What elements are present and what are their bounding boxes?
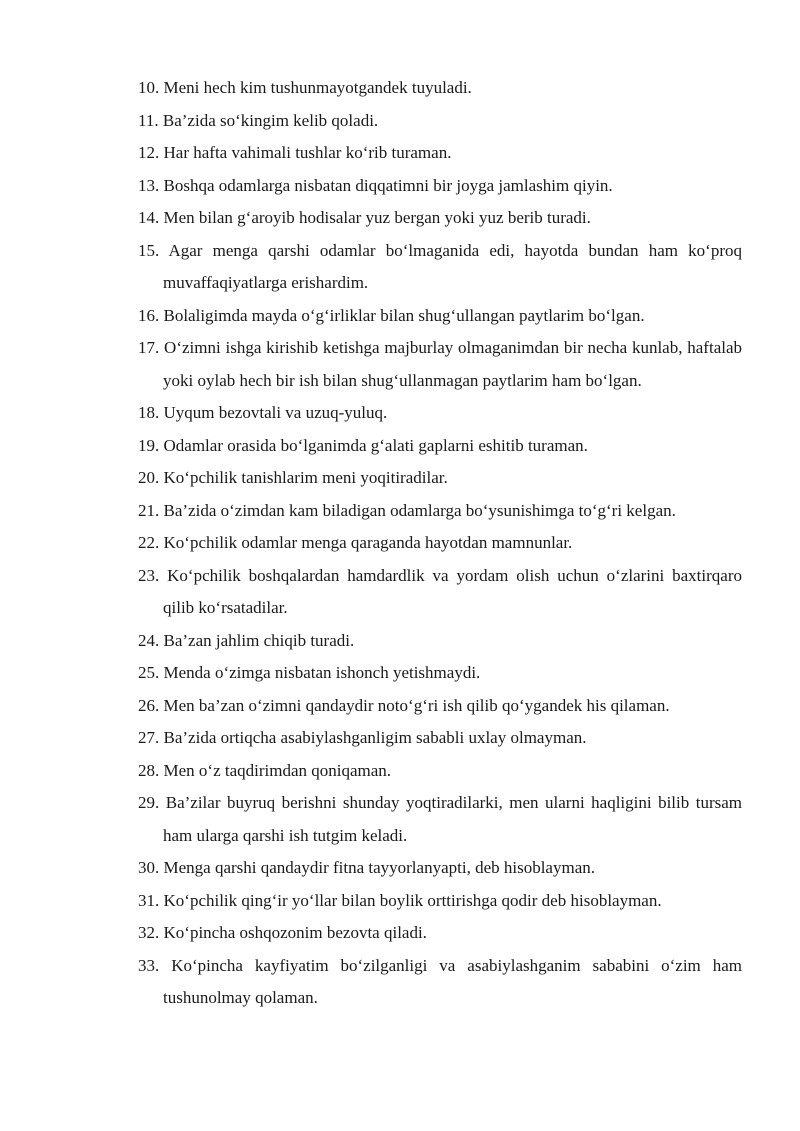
document-page <box>138 72 742 1015</box>
item-text: Har hafta vahimali tushlar ko‘rib turaman. <box>163 143 452 162</box>
item-text: Ba’zida ortiqcha asabiylashganligim sababli uxlay olmayman. <box>163 728 587 747</box>
item-number: 32. <box>138 923 160 942</box>
list-item <box>138 527 742 560</box>
list-item <box>138 495 742 528</box>
list-item <box>138 397 742 430</box>
item-number: 31. <box>138 890 160 910</box>
list-item <box>138 137 742 170</box>
list-item <box>138 625 742 658</box>
list-item <box>138 657 742 690</box>
item-number: 11. <box>138 110 159 130</box>
list-item <box>138 885 742 918</box>
item-text: Men ba’zan o‘zimni qandaydir noto‘g‘ri ish qilib qo‘ygandek his qilaman. <box>163 695 670 715</box>
item-number: 19. <box>138 435 160 455</box>
item-text: Ko‘pchilik boshqalardan hamdardlik va yordam olish uchun o‘zlarini baxtirqaro qilib ko‘rsatadilar. <box>163 565 742 617</box>
item-text: Ko‘pchilik qing‘ir yo‘llar bilan boylik orttirishga qodir deb hisoblayman. <box>163 890 662 910</box>
list-item <box>138 72 742 105</box>
list-item <box>138 462 742 495</box>
list-item <box>138 170 742 203</box>
item-text: Ko‘pchilik tanishlarim meni yoqitiradilar. <box>163 468 448 487</box>
item-text: Boshqa odamlarga nisbatan diqqatimni bir joyga jamlashim qiyin. <box>163 175 613 195</box>
list-item <box>138 430 742 463</box>
item-number: 33. <box>138 955 160 975</box>
item-number: 23. <box>138 565 160 585</box>
list-item <box>138 690 742 723</box>
item-text: Men bilan g‘aroyib hodisalar yuz bergan yoki yuz berib turadi. <box>163 208 591 227</box>
list-item <box>138 755 742 788</box>
list-item <box>138 202 742 235</box>
list-item <box>138 787 742 852</box>
item-number: 26. <box>138 695 160 715</box>
item-number: 27. <box>138 728 160 747</box>
item-number: 12. <box>138 143 160 162</box>
item-number: 10. <box>138 78 160 97</box>
list-item <box>138 105 742 138</box>
item-text: Uyqum bezovtali va uzuq-yuluq. <box>163 403 388 422</box>
list-item <box>138 852 742 885</box>
list-item <box>138 917 742 950</box>
item-number: 30. <box>138 858 160 877</box>
item-number: 17. <box>138 338 160 357</box>
item-text: Ba’zida so‘kingim kelib qoladi. <box>162 110 379 130</box>
item-text: Bolaligimda mayda o‘g‘irliklar bilan shug‘ullangan paytlarim bo‘lgan. <box>163 305 645 325</box>
item-text: Men o‘z taqdirimdan qoniqaman. <box>163 760 392 780</box>
item-number: 21. <box>138 500 160 520</box>
item-text: Ba’zilar buyruq berishni shunday yoqtiradilarki, men ularni haqligini bilib tursam ham ularga qarshi ish tutgim keladi. <box>163 793 742 845</box>
item-text: Meni hech kim tushunmayotgandek tuyuladi. <box>163 78 472 97</box>
item-number: 24. <box>138 630 160 650</box>
list-item <box>138 560 742 625</box>
list-item <box>138 332 742 397</box>
item-number: 13. <box>138 175 160 195</box>
item-number: 25. <box>138 663 160 682</box>
item-text: O‘zimni ishga kirishib ketishga majburlay olmaganimdan bir necha kunlab, haftalab yoki oylab hech bir ish bilan shug‘ullanmagan paytlarim ham bo‘lgan. <box>163 338 743 390</box>
list-item <box>138 722 742 755</box>
item-number: 20. <box>138 468 160 487</box>
item-number: 14. <box>138 208 160 227</box>
item-number: 22. <box>138 533 160 552</box>
item-number: 18. <box>138 403 160 422</box>
item-text: Ba’zida o‘zimdan kam biladigan odamlarga bo‘ysunishimga to‘g‘ri kelgan. <box>163 500 676 520</box>
item-text: Agar menga qarshi odamlar bo‘lmaganida edi, hayotda bundan ham ko‘proq muvaffaqiyatlarga erishardim. <box>163 240 742 292</box>
list-item <box>138 235 742 300</box>
item-text: Menga qarshi qandaydir fitna tayyorlanyapti, deb hisoblayman. <box>163 858 595 877</box>
list-item <box>138 300 742 333</box>
item-number: 29. <box>138 793 160 812</box>
item-text: Ko‘pchilik odamlar menga qaraganda hayotdan mamnunlar. <box>163 533 573 552</box>
item-number: 15. <box>138 240 160 260</box>
list-item <box>138 950 742 1015</box>
item-text: Ba’zan jahlim chiqib turadi. <box>163 630 355 650</box>
item-text: Odamlar orasida bo‘lganimda g‘alati gaplarni eshitib turaman. <box>163 435 588 455</box>
item-text: Ko‘pincha oshqozonim bezovta qiladi. <box>163 923 427 942</box>
item-text: Ko‘pincha kayfiyatim bo‘zilganligi va asabiylashganim sababini o‘zim ham tushunolmay qolaman. <box>163 955 742 1007</box>
item-text: Menda o‘zimga nisbatan ishonch yetishmaydi. <box>163 663 481 682</box>
item-number: 16. <box>138 305 160 325</box>
item-number: 28. <box>138 760 160 780</box>
